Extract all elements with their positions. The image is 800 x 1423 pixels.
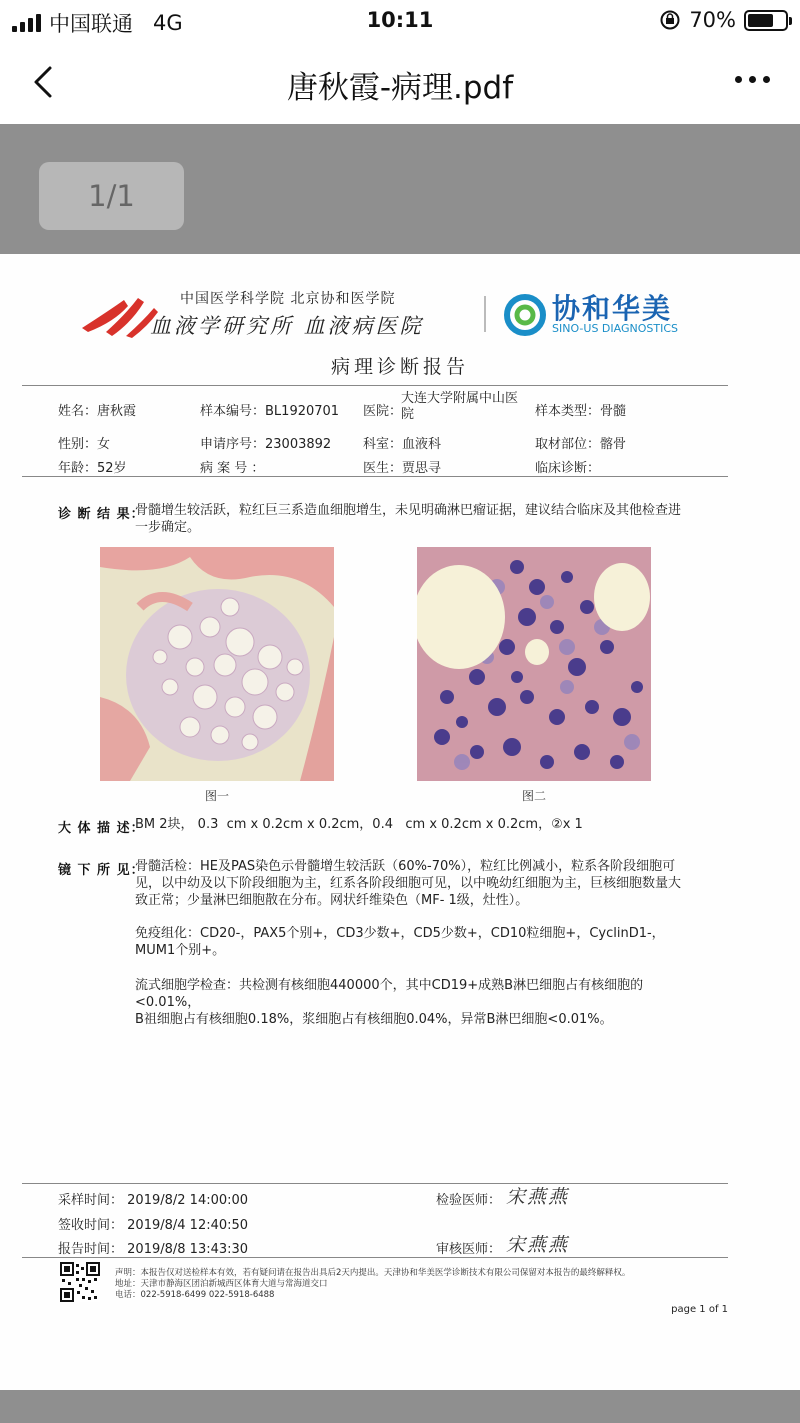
nav-bar bbox=[0, 40, 800, 124]
microscopic-biopsy-text: 骨髓活检：HE及PAS染色示骨髓增生较活跃（60%-70%），粒红比例减小，粒系各阶段细胞可 见，以中幼及以下阶段细胞为主，红系各阶段细胞可见，以中晚幼红细胞为主，巨核细胞数量大 致正常；少量淋巴细胞散在分布。网状纤维染色（MF- 1级，灶性）。 bbox=[135, 859, 682, 908]
figure1-caption: 图一 bbox=[204, 789, 229, 803]
gender-field: 性别：女 bbox=[58, 437, 111, 452]
sample-type-field: 样本类型：骨髓 bbox=[535, 404, 627, 419]
pdf-page bbox=[0, 254, 800, 1390]
hospital-field: 医院： bbox=[363, 404, 403, 419]
histology-image-low-mag bbox=[100, 547, 334, 781]
reviewer-signature: 宋燕燕 bbox=[506, 1234, 570, 1256]
microscopic-label: 镜 下 所 见： bbox=[58, 863, 145, 878]
battery-percent: 70% bbox=[689, 8, 736, 32]
battery-fill bbox=[748, 14, 773, 27]
status-right bbox=[659, 8, 788, 32]
logo-divider bbox=[484, 296, 486, 332]
page-number: page 1 of 1 bbox=[671, 1304, 728, 1315]
receive-time-field: 签收时间： 2019/8/4 12:40:50 bbox=[58, 1218, 249, 1233]
doctor-field: 医生：贾思寻 bbox=[363, 461, 442, 476]
carrier-name: 中国联通 bbox=[49, 12, 133, 36]
age-field: 年龄：52岁 bbox=[58, 461, 127, 476]
immunohistochemistry-text: 免疫组化：CD20-，PAX5个别+，CD3少数+，CD5少数+，CD10粒细胞+，CyclinD1-， MUM1个别+。 bbox=[135, 926, 665, 958]
more-icon[interactable] bbox=[735, 76, 770, 83]
reviewer-label: 审核医师： bbox=[436, 1242, 502, 1257]
status-bar bbox=[0, 0, 800, 40]
address-text: 地址：天津市静海区团泊新城西区体育大道与常海道交口 bbox=[115, 1279, 328, 1289]
hospital-logo-icon bbox=[80, 292, 160, 340]
document-title: 唐秋霞-病理.pdf bbox=[286, 70, 514, 106]
case-number-field: 病 案 号 ： bbox=[200, 461, 265, 476]
gross-description-label: 大 体 描 述： bbox=[58, 821, 145, 836]
viewer-bottom-margin bbox=[0, 1390, 800, 1423]
department-field: 科室：血液科 bbox=[363, 437, 442, 452]
status-time: 10:11 bbox=[366, 8, 434, 32]
battery-icon bbox=[744, 10, 788, 31]
flow-cytometry-text: 流式细胞学检查：共检测有核细胞440000个，其中CD19+成熟B淋巴细胞占有核细胞的 <0.01%， B祖细胞占有核细胞0.18%，浆细胞占有核细胞0.04%，异常B淋巴细胞<0.01%。 bbox=[135, 978, 644, 1027]
phone-text: 电话：022-5918-6499 022-5918-6488 bbox=[115, 1290, 275, 1300]
qr-code-icon bbox=[60, 1262, 100, 1302]
histology-image-high-mag bbox=[417, 547, 651, 781]
network-type: 4G bbox=[153, 11, 183, 35]
sampling-site-field: 取材部位：髂骨 bbox=[535, 437, 627, 452]
partner-logo-icon bbox=[502, 292, 548, 338]
diagnosis-label: 诊 断 结 果： bbox=[58, 507, 145, 522]
partner-name-english: SINO-US DIAGNOSTICS bbox=[552, 322, 678, 335]
clinical-diagnosis-field: 临床诊断： bbox=[535, 461, 601, 476]
report-title: 病理诊断报告 bbox=[330, 356, 469, 378]
examiner-label: 检验医师： bbox=[436, 1193, 502, 1208]
hospital-value: 大连大学附属中山医 院 bbox=[401, 391, 519, 422]
report-header-logos bbox=[80, 284, 700, 344]
divider-footer bbox=[22, 1183, 728, 1184]
institution-name-line2: 血液学研究所 血液病医院 bbox=[150, 314, 424, 338]
figure2-caption: 图二 bbox=[521, 789, 546, 803]
partner-name: 协和华美 bbox=[552, 292, 673, 325]
institution-name-line1: 中国医学科学院 北京协和医学院 bbox=[180, 291, 396, 307]
disclaimer-text: 声明：本报告仅对送检样本有效，若有疑问请在报告出具后2天内提出。天津协和华美医学诊断技术有限公司保留对本报告的最终解释权。 bbox=[115, 1268, 631, 1278]
diagnosis-text: 骨髓增生较活跃，粒红巨三系造血细胞增生，未见明确淋巴瘤证据，建议结合临床及其他检查进 一步确定。 bbox=[135, 503, 682, 535]
sample-number-field: 样本编号：BL1920701 bbox=[200, 404, 340, 419]
examiner-signature: 宋燕燕 bbox=[506, 1186, 570, 1208]
gross-description-text: BM 2块， 0.3 cm x 0.2cm x 0.2cm，0.4 cm x 0.2cm x 0.2cm，②x 1 bbox=[135, 817, 583, 832]
divider-bottom bbox=[22, 1257, 728, 1258]
collect-time-field: 采样时间： 2019/8/2 14:00:00 bbox=[58, 1193, 249, 1208]
patient-name-field: 姓名：唐秋霞 bbox=[58, 404, 137, 419]
rotation-lock-icon bbox=[659, 9, 681, 31]
divider-info bbox=[22, 476, 728, 477]
report-time-field: 报告时间： 2019/8/8 13:43:30 bbox=[58, 1242, 249, 1257]
page-indicator: 1/1 bbox=[39, 162, 184, 230]
request-number-field: 申请序号：23003892 bbox=[200, 437, 332, 452]
divider-top bbox=[22, 385, 728, 386]
